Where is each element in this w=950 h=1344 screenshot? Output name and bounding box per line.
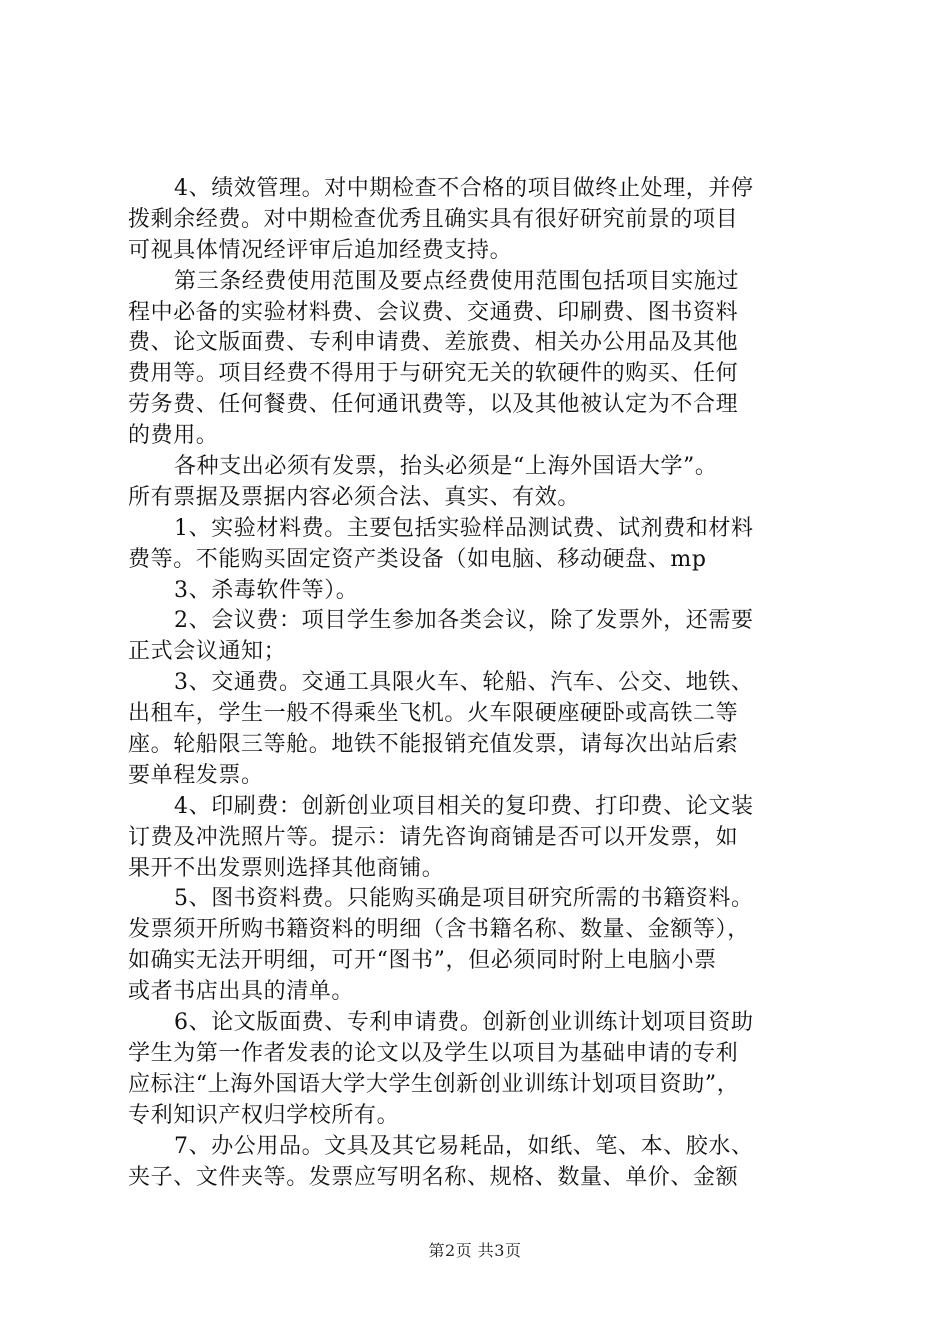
document-line: 座。轮船限三等舱。地铁不能报销充值发票，请每次出站后索: [128, 732, 739, 758]
document-line: 所有票据及票据内容必须合法、真实、有效。: [128, 484, 581, 510]
document-line: 可视具体情况经评审后追加经费支持。: [128, 237, 513, 263]
document-line: 7、办公用品。文具及其它易耗品，如纸、笔、本、胶水、: [174, 1133, 754, 1159]
document-line: 拨剩余经费。对中期检查优秀且确实具有很好研究前景的项目: [128, 206, 739, 232]
page-footer: 第2页 共3页: [428, 1241, 522, 1260]
document-line: 应标注“上海外国语大学大学生创新创业训练计划项目资助”，: [128, 1071, 740, 1097]
document-line: 6、论文版面费、专利申请费。创新创业训练计划项目资助: [174, 1010, 754, 1036]
document-line: 程中必备的实验材料费、会议费、交通费、印刷费、图书资料: [128, 299, 739, 325]
document-line: 2、会议费：项目学生参加各类会议，除了发票外，还需要: [174, 608, 754, 634]
document-line: 3、杀毒软件等）。: [174, 577, 359, 603]
document-line: 第三条经费使用范围及要点经费使用范围包括项目实施过: [174, 268, 740, 294]
document-line: 果开不出发票则选择其他商铺。: [128, 855, 445, 881]
document-line: 正式会议通知；: [128, 639, 287, 665]
document-line: 3、交通费。交通工具限火车、轮船、汽车、公交、地铁、: [174, 670, 754, 696]
document-line: 发票须开所购书籍资料的明细（含书籍名称、数量、金额等），: [128, 917, 750, 943]
document-line: 劳务费、任何餐费、任何通讯费等，以及其他被认定为不合理: [128, 392, 739, 418]
document-line: 如确实无法开明细，可开“图书”，但必须同时附上电脑小票: [128, 948, 717, 974]
document-line: 夹子、文件夹等。发票应写明名称、规格、数量、单价、金额: [128, 1164, 739, 1190]
document-line: 专利知识产权归学校所有。: [128, 1102, 400, 1128]
document-line: 费、论文版面费、专利申请费、差旅费、相关办公用品及其他: [128, 330, 739, 356]
document-line: 订费及冲洗照片等。提示：请先咨询商铺是否可以开发票，如: [128, 824, 739, 850]
document-line: 费等。不能购买固定资产类设备（如电脑、移动硬盘、mp: [128, 546, 707, 572]
document-line: 要单程发票。: [128, 762, 264, 788]
document-line: 4、绩效管理。对中期检查不合格的项目做终止处理，并停: [174, 176, 754, 201]
document-line: 出租车，学生一般不得乘坐飞机。火车限硬座硬卧或高铁二等: [128, 701, 739, 727]
document-line: 的费用。: [128, 423, 219, 449]
document-line: 4、印刷费：创新创业项目相关的复印费、打印费、论文装: [174, 793, 754, 819]
document-line: 学生为第一作者发表的论文以及学生以项目为基础申请的专利: [128, 1040, 739, 1066]
document-line: 或者书店出具的清单。: [128, 979, 355, 1005]
document-body: [128, 174, 828, 1193]
document-line: 费用等。项目经费不得用于与研究无关的软硬件的购买、任何: [128, 361, 739, 387]
document-line: 5、图书资料费。只能购买确是项目研究所需的书籍资料。: [174, 886, 754, 912]
document-line: 1、实验材料费。主要包括实验样品测试费、试剂费和材料: [174, 515, 754, 541]
document-line: 各种支出必须有发票，抬头必须是“上海外国语大学”。: [174, 454, 718, 480]
